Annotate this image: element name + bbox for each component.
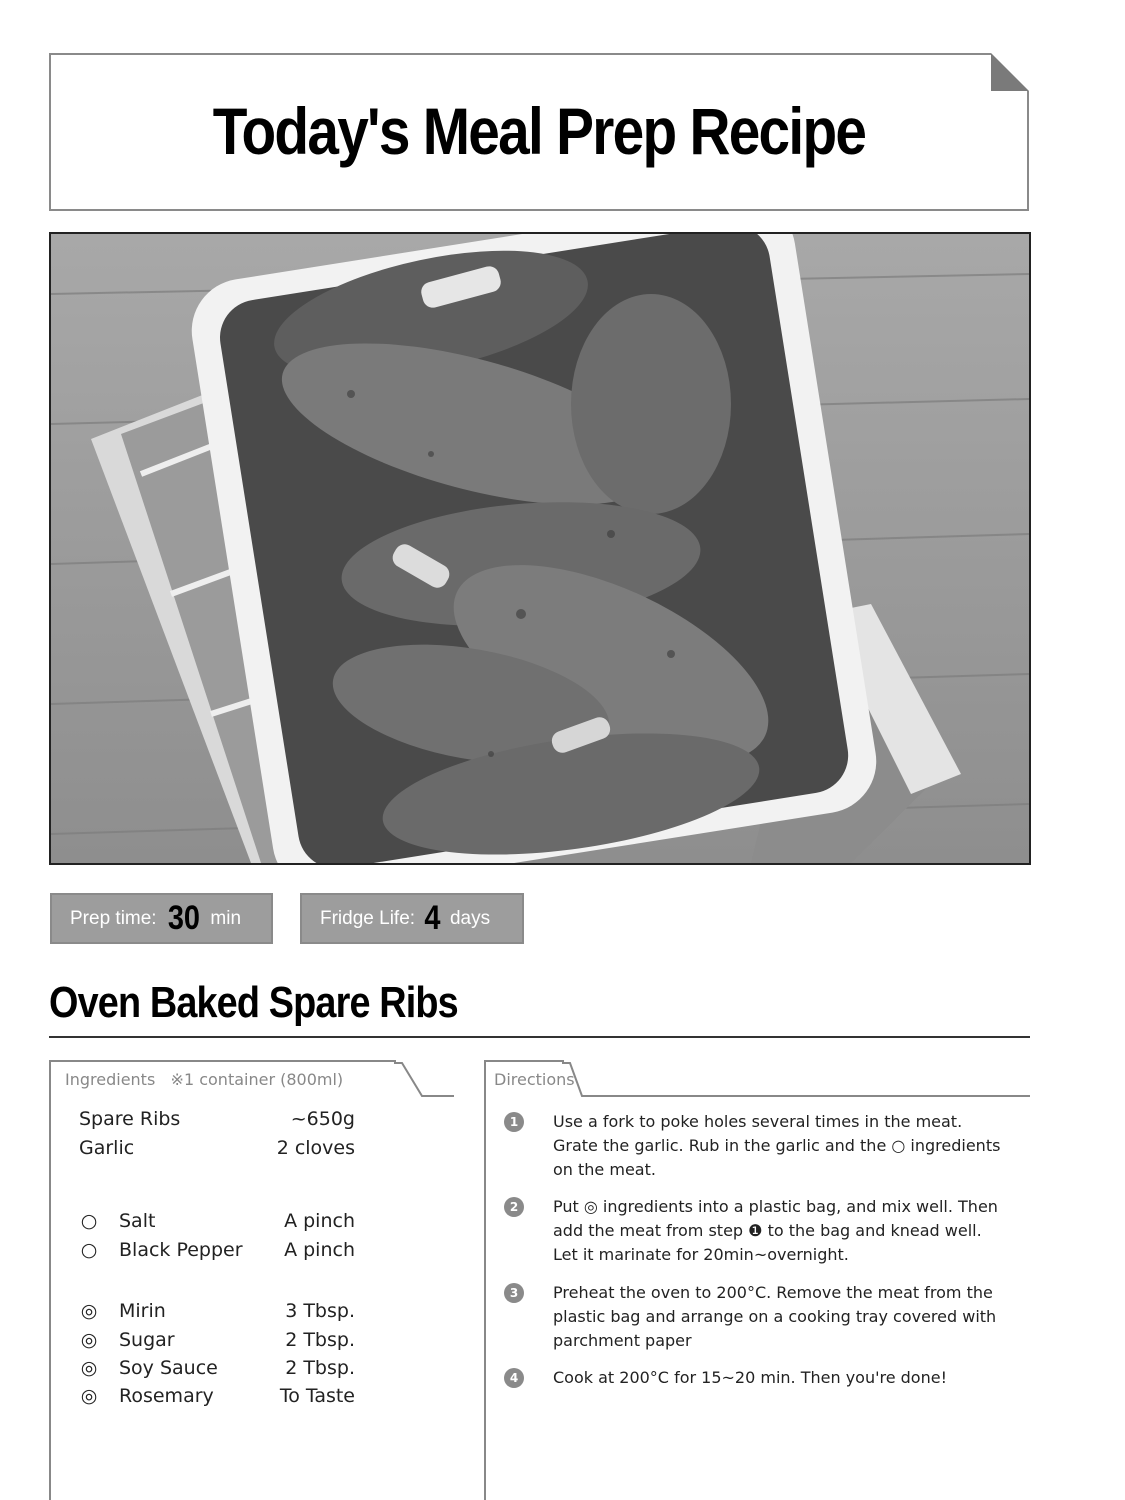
ingredient-amount: ~650g: [290, 1108, 355, 1130]
double-circle-mark-icon: ◎: [80, 1329, 98, 1351]
ingredient-name: Soy Sauce: [119, 1357, 218, 1379]
step-number-icon: 4: [504, 1368, 524, 1388]
step-text: Preheat the oven to 200°C. Remove the meat from the plastic bag and arrange on a cooking tray covered with parchment paper: [553, 1283, 997, 1350]
fridge-life-value: 4: [424, 899, 441, 937]
step-text: Cook at 200°C for 15~20 min. Then you're done!: [553, 1368, 947, 1387]
ingredient-name: Salt: [119, 1210, 156, 1232]
step-text: Put ◎ ingredients into a plastic bag, and mix well. Then add the meat from step ❶ to the bag and knead well. Let it marinate for 20min~overnight.: [553, 1197, 998, 1264]
ingredients-tab: [51, 1060, 396, 1096]
fridge-life-unit: days: [449, 907, 491, 929]
directions-tab: [486, 1060, 575, 1096]
double-circle-mark-icon: ◎: [80, 1300, 98, 1322]
ingredient-amount: A pinch: [284, 1210, 355, 1232]
step-number-icon: 2: [504, 1197, 524, 1217]
prep-time-unit: min: [210, 907, 242, 929]
ingredient-name: Sugar: [119, 1329, 175, 1351]
tab-corner-icon: [394, 1062, 454, 1098]
page-title: Today's Meal Prep Recipe: [212, 94, 866, 168]
ingredient-amount: 3 Tbsp.: [285, 1300, 355, 1322]
ingredients-note: ※1 container (800ml): [170, 1070, 344, 1089]
circle-mark-icon: ○: [80, 1239, 98, 1261]
ingredient-amount: 2 Tbsp.: [285, 1329, 355, 1351]
double-circle-mark-icon: ◎: [80, 1357, 98, 1379]
fridge-life-badge: [300, 893, 524, 944]
spare-ribs-in-container-photo: [51, 234, 1029, 863]
prep-time-value: 30: [167, 899, 200, 937]
ingredient-name: Spare Ribs: [79, 1108, 181, 1130]
ingredient-name: Black Pepper: [119, 1239, 243, 1261]
ingredient-amount: A pinch: [284, 1239, 355, 1261]
tab-corner-icon: [562, 1062, 1032, 1098]
step-number-icon: 1: [504, 1112, 524, 1132]
ingredients-tab-label: [65, 1070, 343, 1089]
ingredient-name: Mirin: [119, 1300, 166, 1322]
ingredient-amount: To Taste: [279, 1385, 355, 1407]
ingredient-name: Garlic: [79, 1137, 135, 1159]
ingredients-heading: Ingredients: [65, 1070, 156, 1089]
recipe-photo: [49, 232, 1031, 865]
title-divider: [49, 1036, 1030, 1038]
ingredient-amount: 2 Tbsp.: [285, 1357, 355, 1379]
ingredient-name: Rosemary: [119, 1385, 214, 1407]
recipe-title: Oven Baked Spare Ribs: [49, 978, 458, 1027]
title-banner: [49, 53, 1029, 211]
folded-corner-icon: [991, 53, 1029, 91]
fridge-life-label: Fridge Life:: [320, 907, 416, 929]
ingredient-amount: 2 cloves: [276, 1137, 355, 1159]
prep-time-badge: [50, 893, 273, 944]
step-number-icon: 3: [504, 1283, 524, 1303]
double-circle-mark-icon: ◎: [80, 1385, 98, 1407]
step-text: Use a fork to poke holes several times in the meat. Grate the garlic. Rub in the garlic and the ○ ingredients on the meat.: [553, 1112, 1001, 1179]
circle-mark-icon: ○: [80, 1210, 98, 1232]
prep-time-label: Prep time:: [70, 907, 157, 929]
directions-heading: Directions: [494, 1070, 575, 1089]
